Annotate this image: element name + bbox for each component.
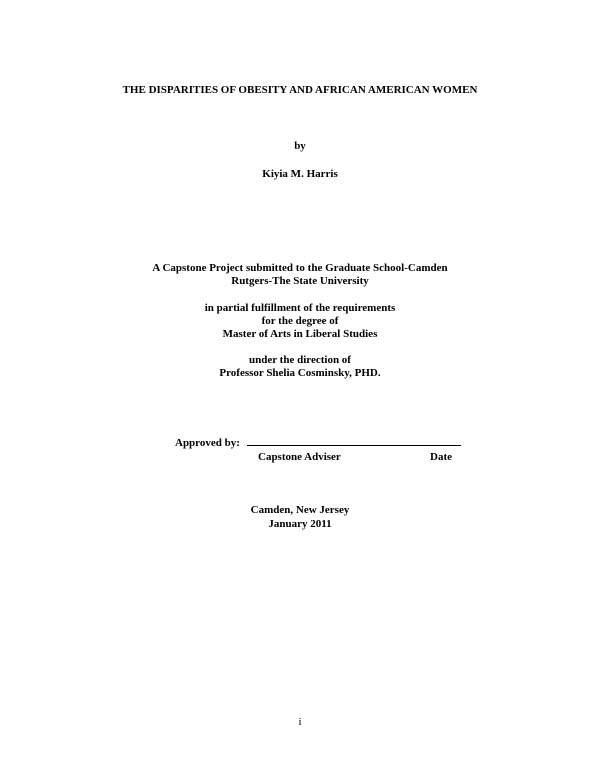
requirements-line-1: in partial fulfillment of the requirements: [204, 302, 396, 314]
degree-name: Master of Arts in Liberal Studies: [222, 328, 378, 340]
university-name: Rutgers-The State University: [231, 275, 369, 287]
direction-line: under the direction of: [249, 354, 351, 366]
by-line: by: [294, 140, 306, 152]
capstone-adviser-label: Capstone Adviser: [258, 451, 341, 463]
submission-statement: A Capstone Project submitted to the Graduate School-Camden: [152, 262, 448, 274]
location: Camden, New Jersey: [250, 504, 350, 516]
director-name: Professor Shelia Cosminsky, PHD.: [219, 367, 381, 379]
signature-line: [247, 445, 461, 446]
document-title: THE DISPARITIES OF OBESITY AND AFRICAN AMERICAN WOMEN: [122, 84, 478, 96]
requirements-line-2: for the degree of: [261, 315, 339, 327]
page-number: i: [298, 716, 302, 728]
date-label: Date: [430, 451, 452, 463]
author-name: Kiyia M. Harris: [262, 168, 338, 180]
publication-date: January 2011: [268, 518, 332, 530]
approved-by-label: Approved by:: [175, 437, 240, 449]
